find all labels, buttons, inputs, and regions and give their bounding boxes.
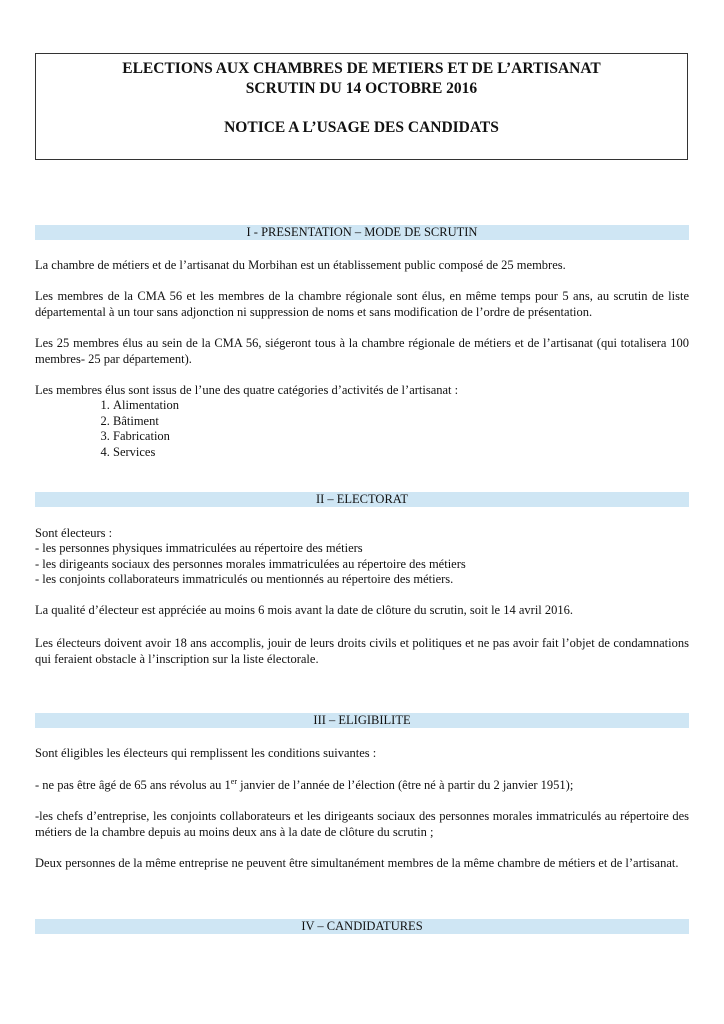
paragraph: Deux personnes de la même entreprise ne peuvent être simultanément membres de la même chambre de métiers et de l’artisanat. bbox=[35, 856, 679, 870]
paragraph: - les conjoints collaborateurs immatriculés ou mentionnés au répertoire des métiers. bbox=[35, 572, 454, 586]
paragraph: La chambre de métiers et de l’artisanat du Morbihan est un établissement public composé de 25 membres. bbox=[35, 258, 566, 272]
paragraph: Sont éligibles les électeurs qui remplissent les conditions suivantes : bbox=[35, 746, 377, 760]
list-item: 3. Fabrication bbox=[113, 429, 179, 445]
paragraph: Sont électeurs : bbox=[35, 526, 113, 540]
section-heading-presentation: I - PRESENTATION – MODE DE SCRUTIN bbox=[35, 225, 689, 240]
category-list bbox=[75, 398, 179, 460]
title-line-1: ELECTIONS AUX CHAMBRES DE METIERS ET DE L’ARTISANAT bbox=[122, 60, 601, 77]
list-item: 1. Alimentation bbox=[113, 398, 179, 414]
title-box bbox=[35, 53, 688, 160]
section-heading-candidatures: IV – CANDIDATURES bbox=[35, 919, 689, 934]
paragraph: La qualité d’électeur est appréciée au moins 6 mois avant la date de clôture du scrutin, soit le 14 avril 2016. bbox=[35, 603, 574, 617]
paragraph: Les 25 membres élus au sein de la CMA 56, siégeront tous à la chambre régionale de métiers et de l’artisanat (qui totalisera 100 membres- 25 par département). bbox=[35, 336, 689, 366]
section-heading-electorat: II – ELECTORAT bbox=[35, 492, 689, 507]
paragraph: Les membres élus sont issus de l’une des quatre catégories d’activités de l’artisanat : bbox=[35, 383, 459, 397]
list-item: 4. Services bbox=[113, 445, 179, 461]
paragraph: - les dirigeants sociaux des personnes morales immatriculées au répertoire des métiers bbox=[35, 557, 466, 571]
paragraph: Les membres de la CMA 56 et les membres de la chambre régionale sont élus, en même temps pour 5 ans, au scrutin de liste départemental à un tour sans adjonction ni suppression de noms et sans modification de l’ordre de présentation. bbox=[35, 289, 689, 319]
subtitle: NOTICE A L’USAGE DES CANDIDATS bbox=[224, 119, 499, 136]
list-item: 2. Bâtiment bbox=[113, 414, 179, 430]
paragraph: -les chefs d’entreprise, les conjoints collaborateurs et les dirigeants sociaux des personnes morales immatriculés au répertoire des métiers de la chambre depuis au moins deux ans à la date de clôture du scrutin ; bbox=[35, 809, 689, 839]
title-line-2: SCRUTIN DU 14 OCTOBRE 2016 bbox=[245, 80, 478, 97]
paragraph: Les électeurs doivent avoir 18 ans accomplis, jouir de leurs droits civils et politiques et ne pas avoir fait l’objet de condamnations qui feraient obstacle à l’inscription sur la liste électorale. bbox=[35, 636, 689, 666]
paragraph-age-condition: - ne pas être âgé de 65 ans révolus au 1er janvier de l’année de l’élection (être né à partir du 2 janvier 1951); bbox=[35, 776, 574, 792]
section-heading-eligibilite: III – ELIGIBILITE bbox=[35, 713, 689, 728]
paragraph: - les personnes physiques immatriculées au répertoire des métiers bbox=[35, 541, 363, 555]
